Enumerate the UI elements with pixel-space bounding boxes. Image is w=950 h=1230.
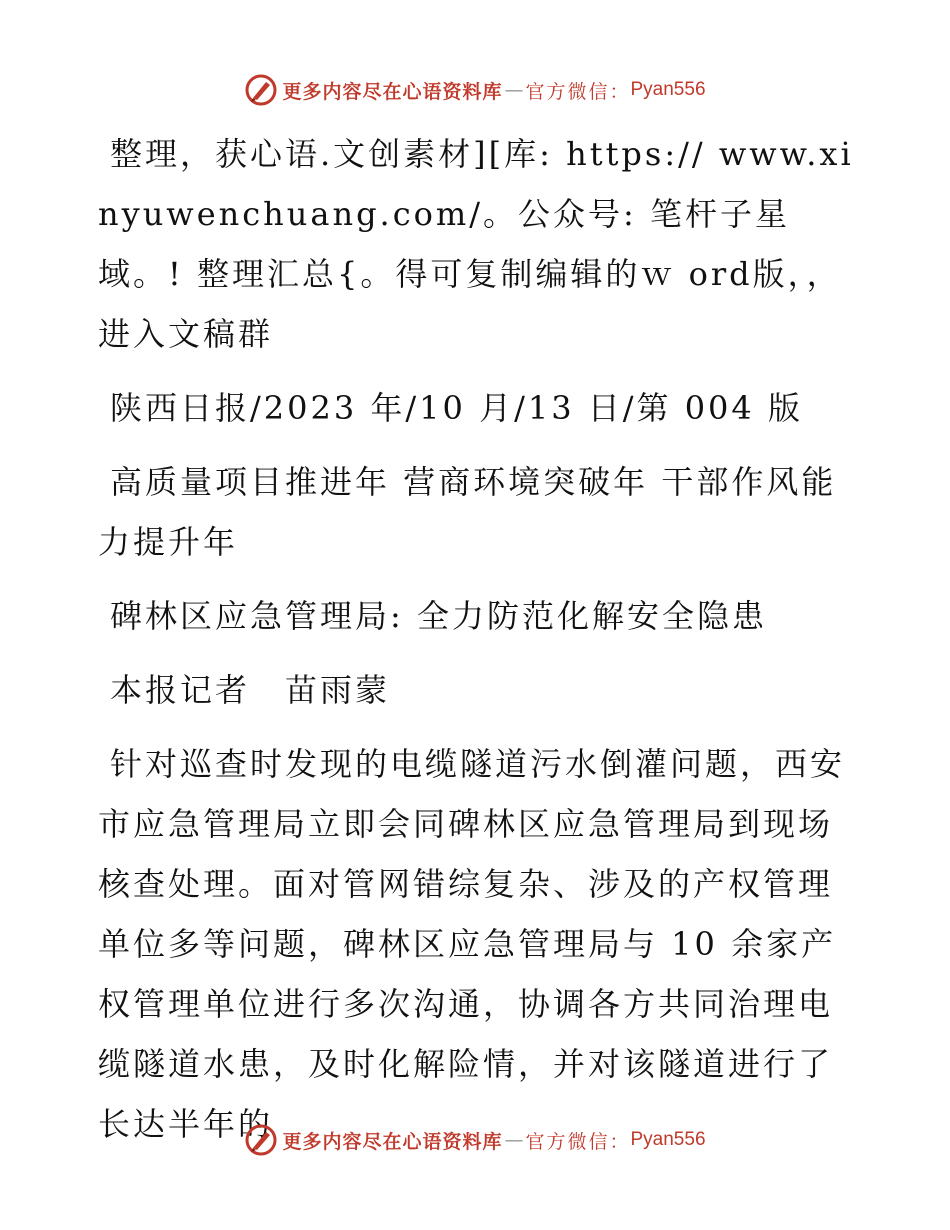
banner-dash: — xyxy=(504,79,524,101)
intro-paragraph: 整理，获心语.文创素材][库: https:// www.xinyuwenchuang.com/。公众号: 笔杆子星域。! 整理汇总{。得可复制编辑的ｗ ord版，，进入文稿群 xyxy=(98,135,854,353)
banner-wechat-label: 官方微信： xyxy=(525,1130,631,1153)
byline: 本报记者 苗雨蒙 xyxy=(110,671,391,709)
banner-wechat-id: Pyan556 xyxy=(630,79,706,100)
document-body xyxy=(98,124,858,1168)
pen-logo-icon xyxy=(244,1123,278,1157)
banner-main-text: 更多内容尽在心语资料库 xyxy=(282,1130,503,1153)
pen-logo-icon xyxy=(244,73,278,107)
banner-dash: — xyxy=(504,1129,524,1151)
footer-banner xyxy=(0,1118,950,1162)
publication-line: 陕西日报/2023 年/10 月/13 日/第 004 版 xyxy=(110,389,803,427)
article-title: 碑林区应急管理局: 全力防范化解安全隐患 xyxy=(110,597,767,635)
banner-wechat-label: 官方微信： xyxy=(525,80,631,103)
body-paragraph: 针对巡查时发现的电缆隧道污水倒灌问题，西安市应急管理局立即会同碑林区应急管理局到现场核查处理。面对管网错综复杂、涉及的产权管理单位多等问题，碑林区应急管理局与 10 余家产权管理单位进行多次沟通，协调各方共同治理电缆隧道水患，及时化解险情，并对该隧道进行了长达半年的 xyxy=(98,745,846,1143)
slogan-heading: 高质量项目推进年 营商环境突破年 干部作风能力提升年 xyxy=(98,463,837,561)
banner-main-text: 更多内容尽在心语资料库 xyxy=(282,80,503,103)
header-banner xyxy=(0,68,950,112)
banner-wechat-id: Pyan556 xyxy=(630,1129,706,1150)
